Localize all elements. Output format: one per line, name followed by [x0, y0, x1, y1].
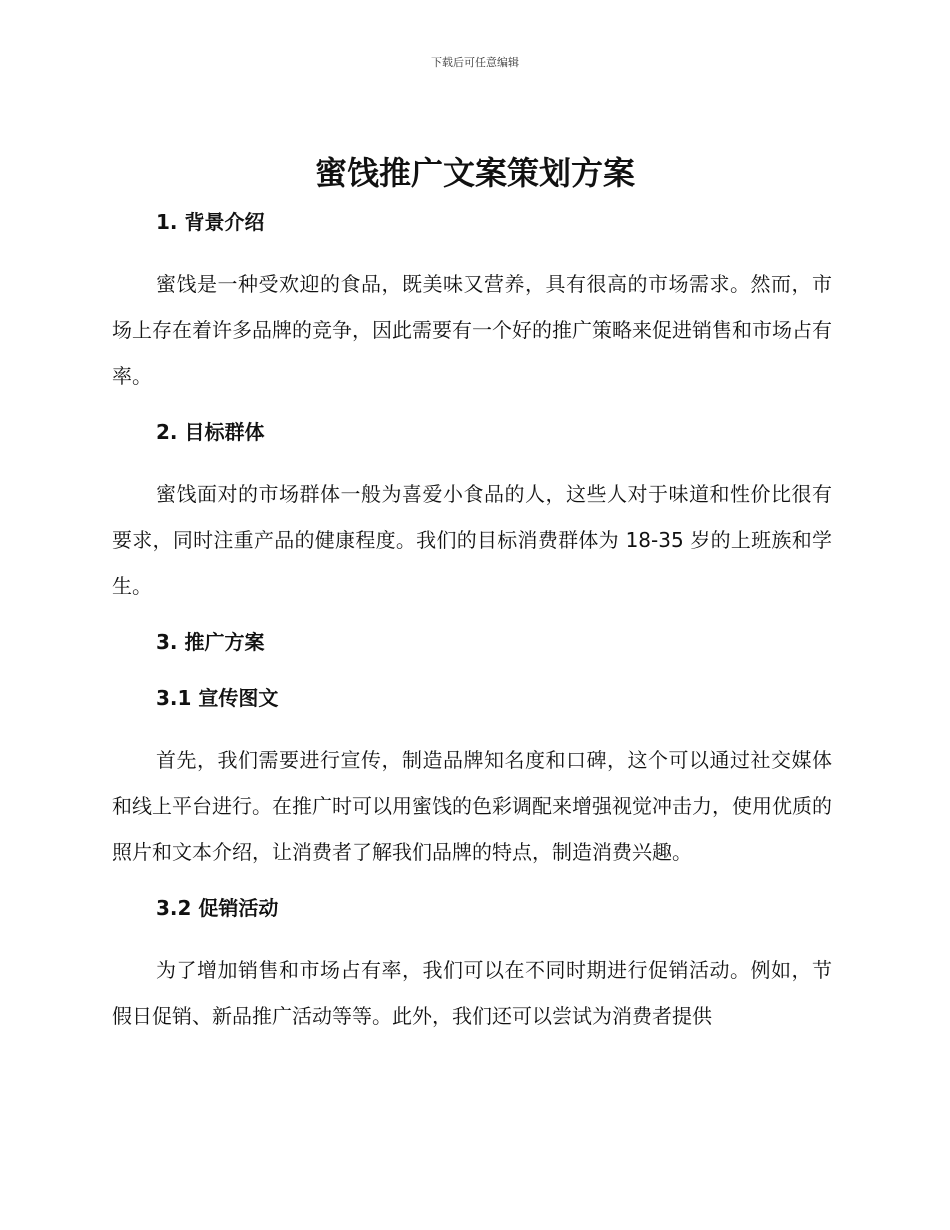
section-heading-sales-promotion: 3.2 促销活动 [156, 896, 279, 920]
section-paragraph-target-group: 蜜饯面对的市场群体一般为喜爱小食品的人，这些人对于味道和性价比很有要求，同时注重产品的健康程度。我们的目标消费群体为 18-35 岁的上班族和学生。 [112, 482, 832, 598]
section-heading-publicity: 3.1 宣传图文 [156, 686, 279, 710]
section-heading-promotion-plan: 3. 推广方案 [156, 630, 265, 654]
document-title: 蜜饯推广文案策划方案 [314, 154, 635, 192]
section-heading-target-group: 2. 目标群体 [156, 420, 265, 444]
section-paragraph-publicity: 首先，我们需要进行宣传，制造品牌知名度和口碑，这个可以通过社交媒体和线上平台进行。在推广时可以用蜜饯的色彩调配来增强视觉冲击力，使用优质的照片和文本介绍，让消费者了解我们品牌的特点，制造消费兴趣。 [112, 748, 832, 864]
section-paragraph-sales-promotion: 为了增加销售和市场占有率，我们可以在不同时期进行促销活动。例如，节假日促销、新品推广活动等等。此外，我们还可以尝试为消费者提供 [112, 958, 832, 1028]
section-heading-background: 1. 背景介绍 [156, 210, 265, 234]
header-note: 下载后可任意编辑 [431, 56, 519, 69]
document-body [112, 205, 832, 1039]
section-paragraph-background: 蜜饯是一种受欢迎的食品，既美味又营养，具有很高的市场需求。然而，市场上存在着许多品牌的竞争，因此需要有一个好的推广策略来促进销售和市场占有率。 [112, 272, 832, 388]
